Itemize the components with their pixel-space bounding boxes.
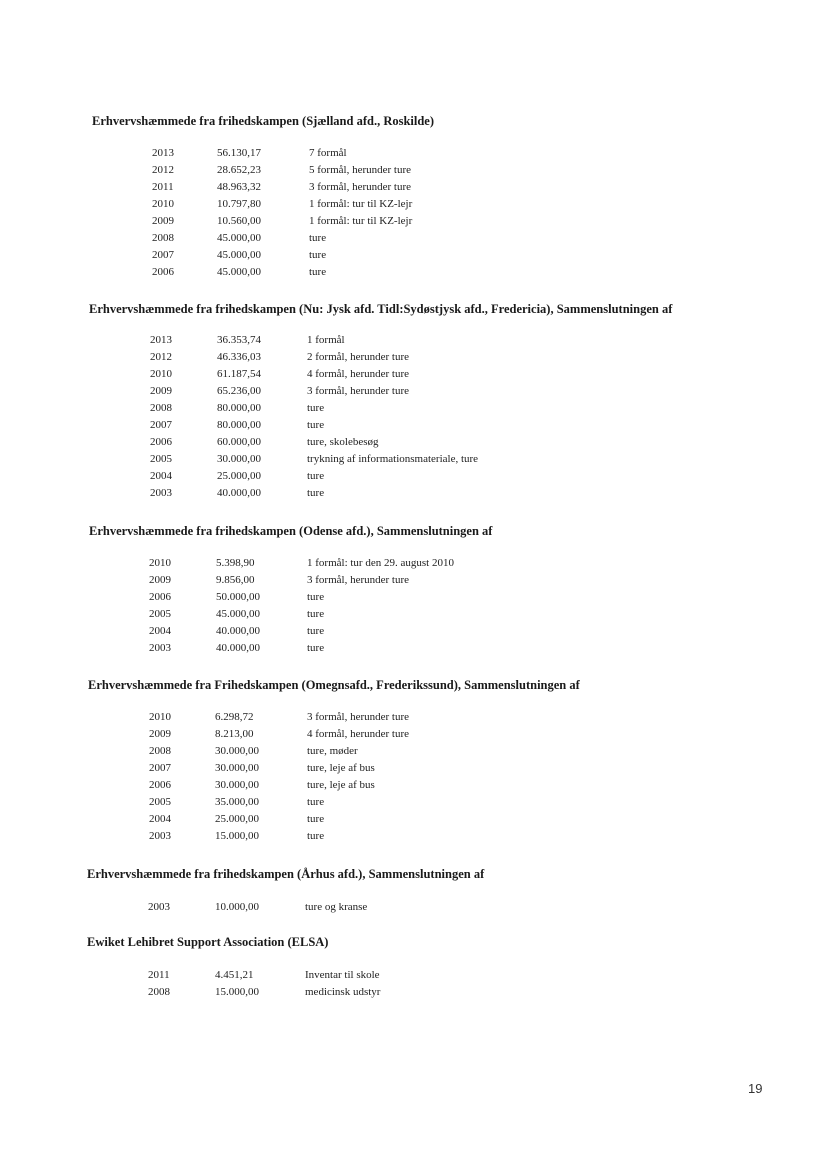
description-cell: 3 formål, herunder ture — [307, 711, 410, 723]
description-cell: ture, møder — [307, 745, 358, 757]
amount-cell: 10.560,00 — [217, 215, 261, 227]
description-cell: 7 formål — [309, 147, 347, 159]
amount-cell: 5.398,90 — [216, 557, 255, 569]
year-cell: 2004 — [150, 470, 172, 482]
description-cell: medicinsk udstyr — [305, 986, 381, 998]
amount-cell: 45.000,00 — [217, 266, 261, 278]
amount-cell: 25.000,00 — [215, 813, 259, 825]
section-heading: Erhvervshæmmede fra frihedskampen (Nu: Jysk afd. Tidl:Sydøstjysk afd., Fredericia), Sammenslutningen af — [89, 302, 673, 316]
description-cell: ture, leje af bus — [307, 779, 375, 791]
amount-cell: 40.000,00 — [216, 642, 260, 654]
description-cell: ture — [309, 249, 327, 261]
year-cell: 2008 — [150, 402, 172, 414]
amount-cell: 80.000,00 — [217, 419, 261, 431]
table-row — [0, 232, 825, 249]
table-row — [0, 453, 825, 470]
year-cell: 2006 — [150, 436, 172, 448]
year-cell: 2008 — [149, 745, 171, 757]
table-row — [0, 470, 825, 487]
table-row — [0, 901, 825, 918]
description-cell: ture — [309, 232, 327, 244]
section-heading: Erhvervshæmmede fra frihedskampen (Odense afd.), Sammenslutningen af — [89, 524, 493, 538]
year-cell: 2009 — [152, 215, 174, 227]
year-cell: 2007 — [149, 762, 171, 774]
amount-cell: 10.797,80 — [217, 198, 261, 210]
description-cell: ture — [307, 591, 325, 603]
table-row — [0, 796, 825, 813]
year-cell: 2009 — [149, 728, 171, 740]
table-row — [0, 351, 825, 368]
description-cell: 3 formål, herunder ture — [307, 385, 410, 397]
table-row — [0, 215, 825, 232]
amount-cell: 56.130,17 — [217, 147, 261, 159]
description-cell: ture og kranse — [305, 901, 368, 913]
amount-cell: 45.000,00 — [216, 608, 260, 620]
year-cell: 2010 — [152, 198, 174, 210]
table-row — [0, 164, 825, 181]
description-cell: ture — [307, 402, 325, 414]
table-row — [0, 969, 825, 986]
amount-cell: 30.000,00 — [215, 779, 259, 791]
year-cell: 2005 — [149, 608, 171, 620]
description-cell: ture — [307, 608, 325, 620]
amount-cell: 36.353,74 — [217, 334, 261, 346]
table-row — [0, 487, 825, 504]
amount-cell: 45.000,00 — [217, 249, 261, 261]
description-cell: ture — [307, 642, 325, 654]
description-cell: ture — [307, 419, 325, 431]
amount-cell: 60.000,00 — [217, 436, 261, 448]
description-cell: ture — [307, 625, 325, 637]
table-row — [0, 745, 825, 762]
description-cell: Inventar til skole — [305, 969, 380, 981]
amount-cell: 4.451,21 — [215, 969, 254, 981]
description-cell: ture — [307, 796, 325, 808]
section-heading: Erhvervshæmmede fra frihedskampen (Sjælland afd., Roskilde) — [92, 114, 435, 128]
year-cell: 2004 — [149, 625, 171, 637]
table-row — [0, 402, 825, 419]
amount-cell: 46.336,03 — [217, 351, 261, 363]
year-cell: 2005 — [149, 796, 171, 808]
year-cell: 2003 — [149, 642, 171, 654]
table-row — [0, 249, 825, 266]
description-cell: 3 formål, herunder ture — [309, 181, 412, 193]
year-cell: 2003 — [149, 830, 171, 842]
description-cell: 5 formål, herunder ture — [309, 164, 412, 176]
table-row — [0, 557, 825, 574]
year-cell: 2011 — [148, 969, 170, 981]
table-row — [0, 266, 825, 283]
description-cell: ture, leje af bus — [307, 762, 375, 774]
table-row — [0, 181, 825, 198]
description-cell: 1 formål — [307, 334, 345, 346]
table-row — [0, 574, 825, 591]
table-row — [0, 334, 825, 351]
table-row — [0, 385, 825, 402]
year-cell: 2004 — [149, 813, 171, 825]
description-cell: 2 formål, herunder ture — [307, 351, 410, 363]
year-cell: 2011 — [152, 181, 174, 193]
table-row — [0, 728, 825, 745]
year-cell: 2005 — [150, 453, 172, 465]
amount-cell: 25.000,00 — [217, 470, 261, 482]
year-cell: 2007 — [150, 419, 172, 431]
description-cell: 1 formål: tur til KZ-lejr — [309, 198, 413, 210]
table-row — [0, 436, 825, 453]
table-row — [0, 419, 825, 436]
description-cell: 1 formål: tur den 29. august 2010 — [307, 557, 454, 569]
year-cell: 2010 — [149, 711, 171, 723]
description-cell: 4 formål, herunder ture — [307, 728, 410, 740]
description-cell: ture, skolebesøg — [307, 436, 379, 448]
table-row — [0, 147, 825, 164]
table-row — [0, 779, 825, 796]
description-cell: 1 formål: tur til KZ-lejr — [309, 215, 413, 227]
description-cell: trykning af informationsmateriale, ture — [307, 453, 479, 465]
year-cell: 2012 — [152, 164, 174, 176]
amount-cell: 40.000,00 — [216, 625, 260, 637]
year-cell: 2009 — [149, 574, 171, 586]
table-row — [0, 762, 825, 779]
description-cell: ture — [307, 470, 325, 482]
amount-cell: 10.000,00 — [215, 901, 259, 913]
year-cell: 2003 — [150, 487, 172, 499]
table-row — [0, 830, 825, 847]
year-cell: 2006 — [152, 266, 174, 278]
amount-cell: 45.000,00 — [217, 232, 261, 244]
amount-cell: 65.236,00 — [217, 385, 261, 397]
amount-cell: 35.000,00 — [215, 796, 259, 808]
amount-cell: 30.000,00 — [217, 453, 261, 465]
description-cell: ture — [307, 830, 325, 842]
description-cell: ture — [307, 813, 325, 825]
year-cell: 2009 — [150, 385, 172, 397]
amount-cell: 28.652,23 — [217, 164, 261, 176]
year-cell: 2003 — [148, 901, 170, 913]
year-cell: 2008 — [152, 232, 174, 244]
table-row — [0, 642, 825, 659]
year-cell: 2010 — [150, 368, 172, 380]
year-cell: 2013 — [152, 147, 174, 159]
table-row — [0, 591, 825, 608]
section-heading: Erhvervshæmmede fra frihedskampen (Århus afd.), Sammenslutningen af — [87, 867, 485, 881]
amount-cell: 6.298,72 — [215, 711, 254, 723]
table-row — [0, 711, 825, 728]
table-row — [0, 608, 825, 625]
amount-cell: 48.963,32 — [217, 181, 261, 193]
year-cell: 2006 — [149, 779, 171, 791]
amount-cell: 40.000,00 — [217, 487, 261, 499]
amount-cell: 15.000,00 — [215, 986, 259, 998]
amount-cell: 30.000,00 — [215, 745, 259, 757]
description-cell: ture — [309, 266, 327, 278]
description-cell: 4 formål, herunder ture — [307, 368, 410, 380]
page-number: 19 — [748, 1081, 763, 1096]
description-cell: 3 formål, herunder ture — [307, 574, 410, 586]
amount-cell: 9.856,00 — [216, 574, 255, 586]
year-cell: 2010 — [149, 557, 171, 569]
year-cell: 2012 — [150, 351, 172, 363]
table-row — [0, 986, 825, 1003]
table-row — [0, 625, 825, 642]
year-cell: 2006 — [149, 591, 171, 603]
amount-cell: 8.213,00 — [215, 728, 254, 740]
amount-cell: 30.000,00 — [215, 762, 259, 774]
table-row — [0, 198, 825, 215]
year-cell: 2008 — [148, 986, 170, 998]
description-cell: ture — [307, 487, 325, 499]
amount-cell: 80.000,00 — [217, 402, 261, 414]
amount-cell: 50.000,00 — [216, 591, 260, 603]
table-row — [0, 813, 825, 830]
year-cell: 2013 — [150, 334, 172, 346]
section-heading: Ewiket Lehibret Support Association (ELSA) — [87, 935, 329, 949]
section-heading: Erhvervshæmmede fra Frihedskampen (Omegnsafd., Frederikssund), Sammenslutningen af — [88, 678, 580, 692]
table-row — [0, 368, 825, 385]
amount-cell: 15.000,00 — [215, 830, 259, 842]
year-cell: 2007 — [152, 249, 174, 261]
amount-cell: 61.187,54 — [217, 368, 261, 380]
